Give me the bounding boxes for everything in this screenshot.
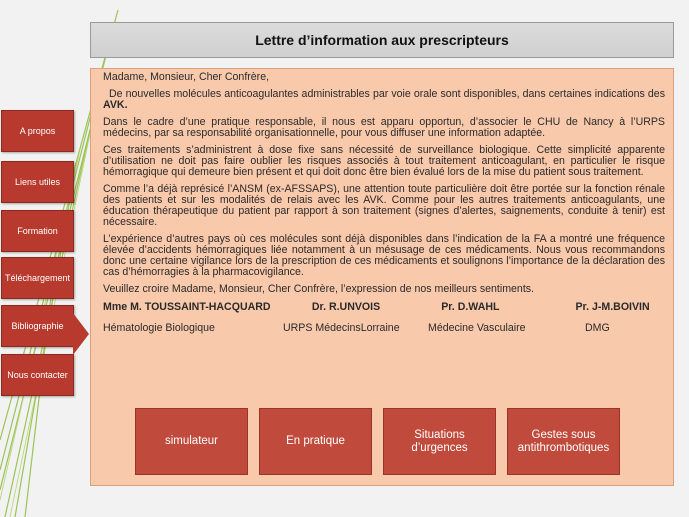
gestes-antithrombotiques-button[interactable]: Gestes sous antithrombotiques [507, 408, 620, 475]
action-buttons [135, 408, 620, 475]
letter-panel [90, 68, 674, 486]
signatory-role: Hématologie Biologique [103, 322, 215, 334]
nav-nous-contacter[interactable]: Nous contacter [1, 354, 74, 396]
signatory-name: Pr. D.WAHL [441, 301, 500, 313]
signatory-name: Dr. R.UNVOIS [311, 301, 381, 313]
nav-telechargement[interactable]: Téléchargement [1, 257, 74, 299]
situations-urgences-button[interactable]: Situations d’urgences [383, 408, 496, 475]
signatory-role: URPS MédecinsLorraine [283, 322, 400, 334]
nav-active-arrow [73, 313, 89, 355]
en-pratique-button[interactable]: En pratique [259, 408, 372, 475]
nav-bibliographie[interactable]: Bibliographie [1, 305, 74, 347]
nav-liens-utiles[interactable]: Liens utiles [1, 161, 74, 203]
letter-greeting: Madame, Monsieur, Cher Confrère, [103, 71, 270, 83]
signatory-role: Médecine Vasculaire [428, 322, 526, 334]
signatory-roles [103, 322, 665, 334]
signatory-name: Pr. J-M.BOIVIN [575, 301, 650, 313]
letter-paragraph-4: Comme l’a déjà représicé l’ANSM (ex-AFSSAPS), une attention toute particulière doit être portée sur la fonction rénale des patients et sur les modalités de relais avec les AVK. Comme pour les autres traitements anticoagulants, une éducation thérapeutique du patient par rapport à son traitement (signes d’alertes, saignements, conduite à tenir) est nécessaire. [103, 183, 665, 228]
signatory-names [103, 301, 665, 313]
letter-paragraph-1 [103, 89, 665, 111]
letter-p1-bold: AVK. [103, 99, 128, 111]
signatory-name: Mme M. TOUSSAINT-HACQUARD [103, 301, 271, 313]
nav-a-propos[interactable]: A propos [1, 110, 74, 152]
letter-paragraph-3: Ces traitements s’administrent à dose fixe sans nécessité de surveillance biologique. Cette simplicité apparente d’utilisation ne doit pas faire oublier les risques associés à tout traitement anticoagulant, en particulier le risque hémorragique qui demeure bien présent et qui doit donc être bien évalué lors de la mise du patient sous traitement. [103, 144, 665, 178]
letter-p1-text: De nouvelles molécules anticoagulantes administrables par voie orale sont disponibles, dans certaines indications des [109, 88, 665, 100]
page-title: Lettre d’information aux prescripteurs [90, 22, 674, 58]
letter-paragraph-2: Dans le cadre d’une pratique responsable, il nous est apparu opportun, d’associer le CHU de Nancy à l’URPS médecins, par sa responsabilité organisationnelle, pour vous diffuser une information adaptée. [103, 116, 665, 139]
simulateur-button[interactable]: simulateur [135, 408, 248, 475]
nav-formation[interactable]: Formation [1, 210, 74, 252]
letter-closing: Veuillez croire Madame, Monsieur, Cher Confrère, l’expression de nos meilleurs sentiments. [103, 283, 535, 295]
signatory-role: DMG [585, 322, 610, 334]
letter-paragraph-5: L’expérience d’autres pays où ces molécules sont déjà disponibles dans l’indication de la FA a montré une fréquence élevée d’accidents hémorragiques liée notamment à un mésusage de ces médicaments. Nous vous recommandons donc une certaine vigilance lors de la prescription de ces médicaments et soulignons l’importance de la déclaration des cas d’hémorragies à la pharmacovigilance. [103, 233, 665, 278]
